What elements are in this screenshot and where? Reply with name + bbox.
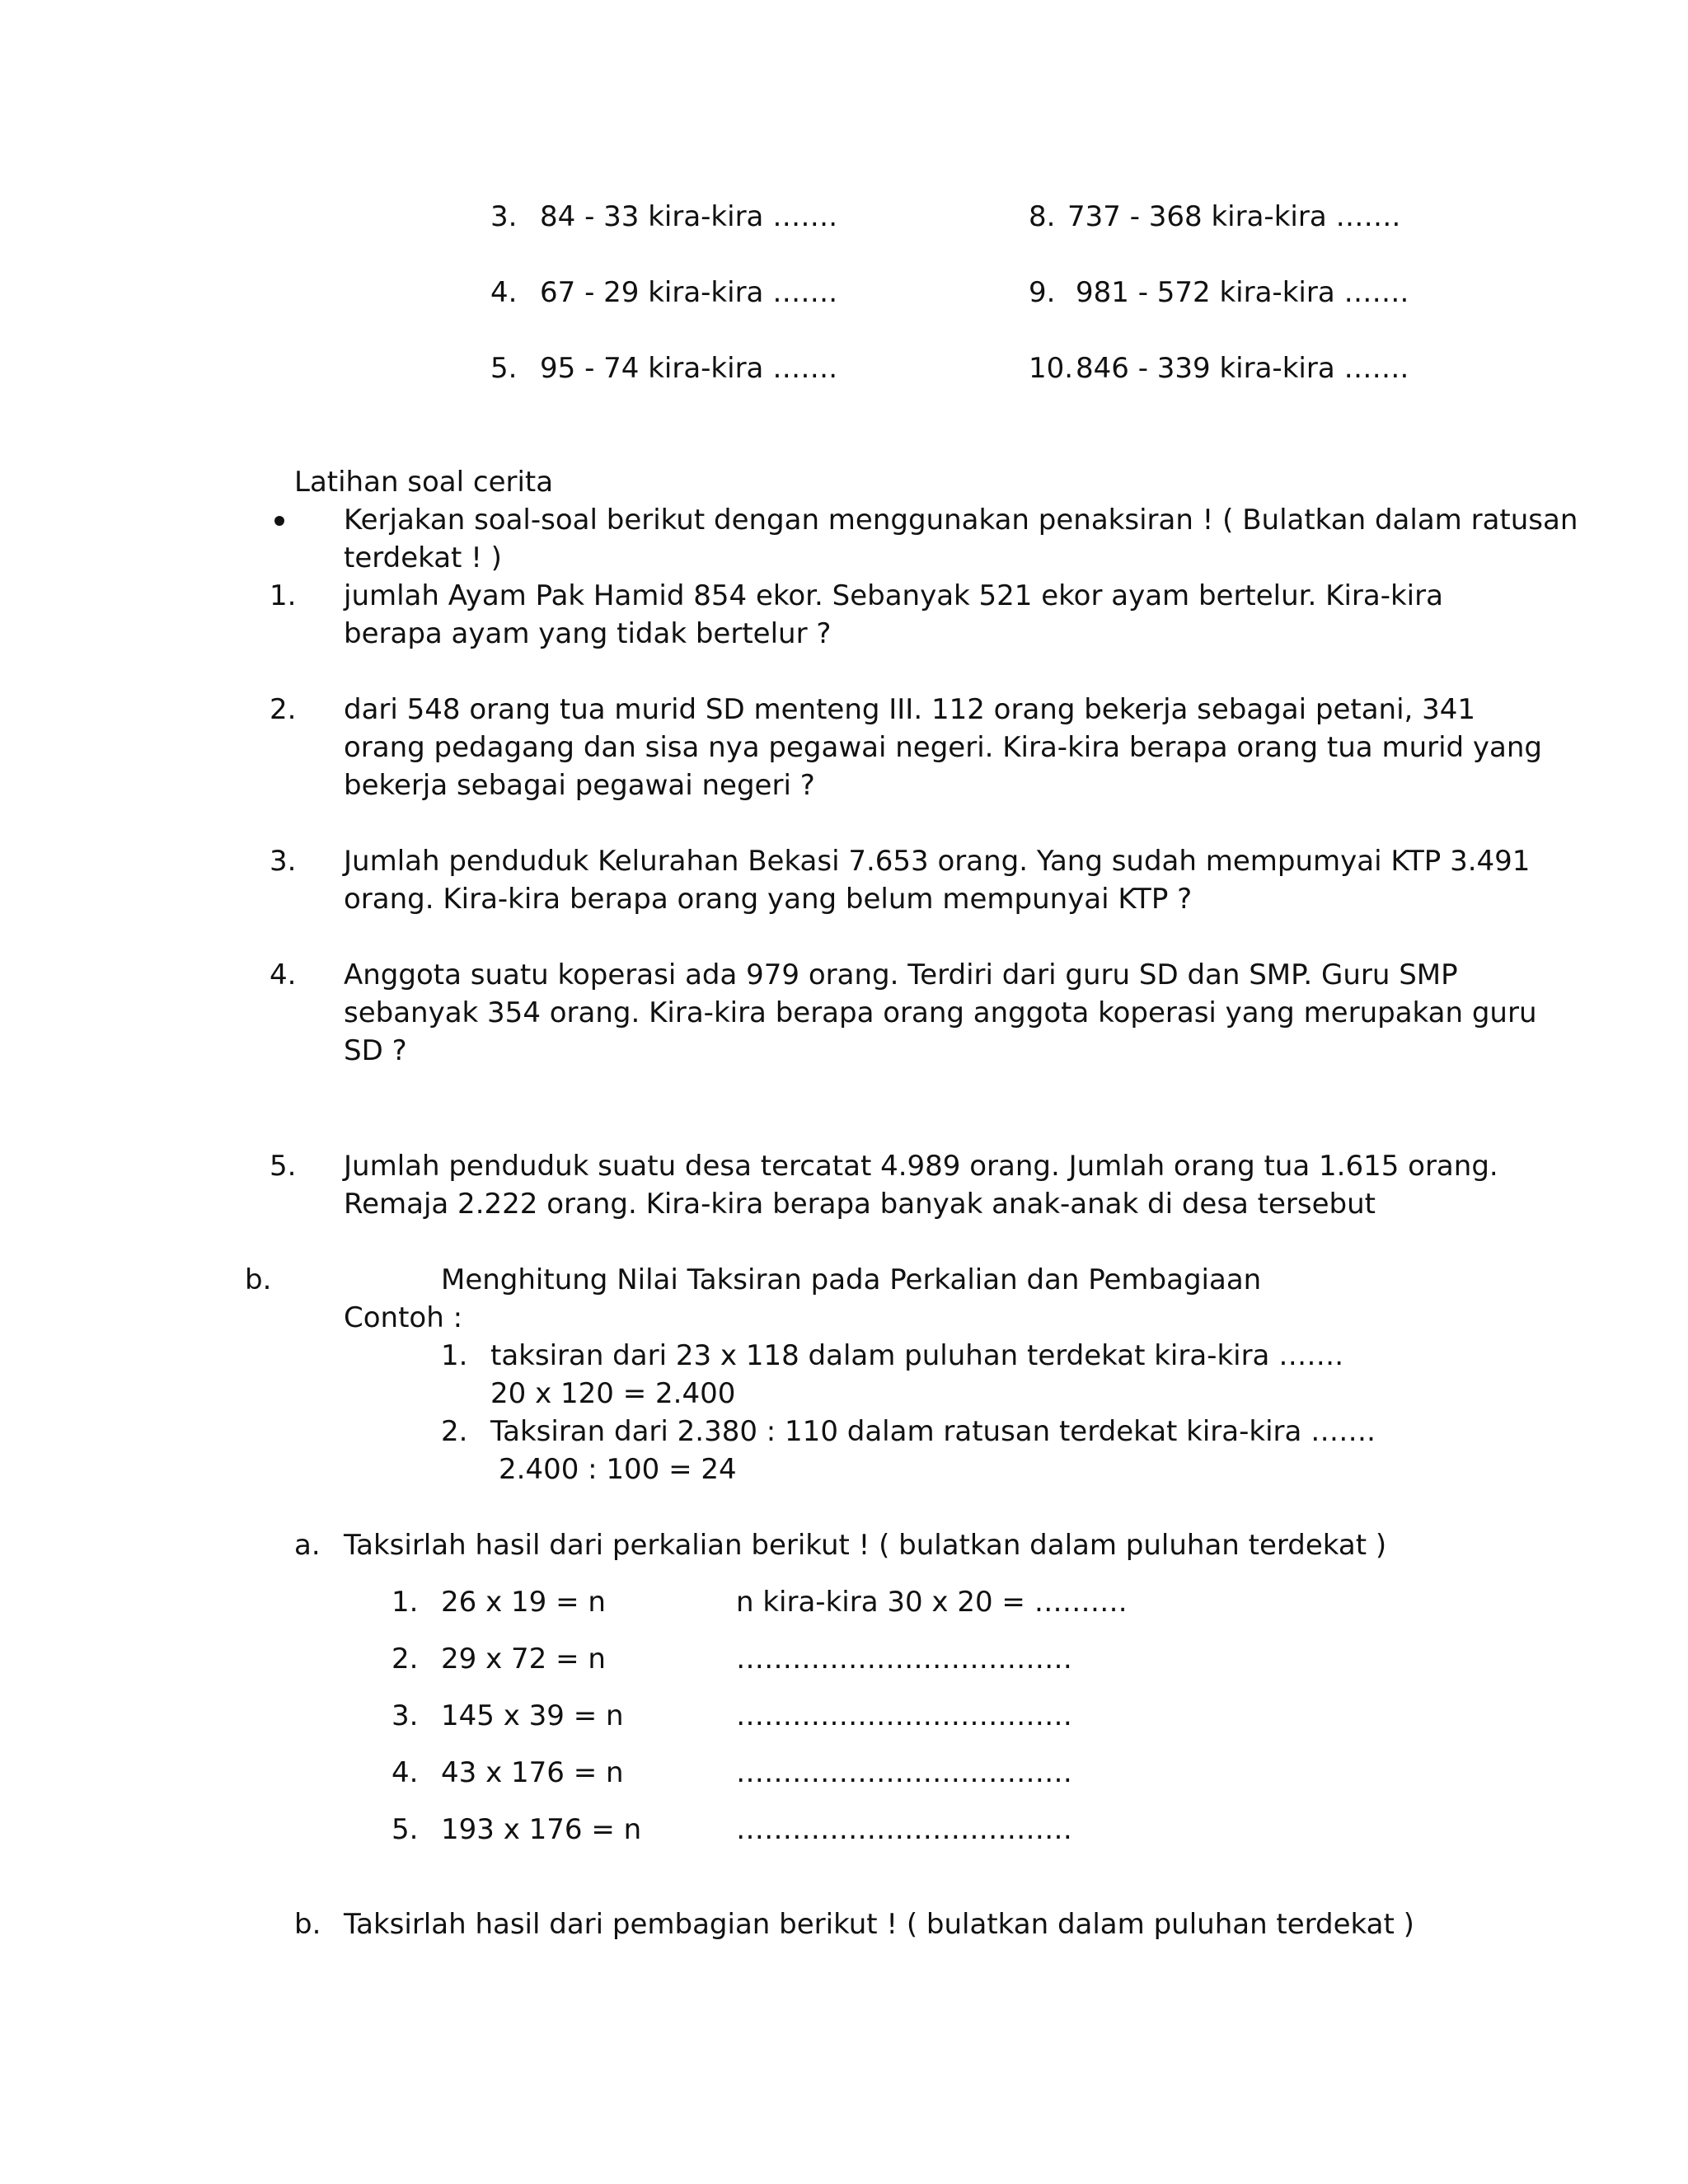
story-problem-5-num: 5. — [270, 1150, 297, 1183]
exercise-a-item-2-num: 2. — [392, 1643, 419, 1675]
example-1-question: taksiran dari 23 x 118 dalam puluhan terdekat kira-kira ……. — [490, 1339, 1344, 1372]
story-problem-4-line1: Anggota suatu koperasi ada 979 orang. Terdiri dari guru SD dan SMP. Guru SMP — [344, 958, 1458, 991]
story-heading: Latihan soal cerita — [294, 466, 554, 499]
bullet-icon — [274, 516, 284, 526]
example-2-answer: 2.400 : 100 = 24 — [499, 1453, 737, 1486]
exercise-a-item-1-num: 1. — [392, 1586, 419, 1619]
sub-right-3-num: 10. — [1029, 352, 1074, 385]
story-problem-4-num: 4. — [270, 958, 297, 991]
story-problem-3-num: 3. — [270, 845, 297, 878]
exercise-a-item-2-answer: ……………………………… — [736, 1643, 1072, 1675]
exercise-a-item-3-answer: ……………………………… — [736, 1699, 1072, 1732]
example-2-question: Taksiran dari 2.380 : 110 dalam ratusan terdekat kira-kira ……. — [490, 1415, 1376, 1448]
sub-left-1-text: 84 - 33 kira-kira ……. — [540, 200, 838, 233]
story-problem-5-line1: Jumlah penduduk suatu desa tercatat 4.989 orang. Jumlah orang tua 1.615 orang. — [344, 1150, 1498, 1183]
story-problem-2-line1: dari 548 orang tua murid SD menteng III. 112 orang bekerja sebagai petani, 341 — [344, 693, 1476, 726]
sub-right-2-text: 981 - 572 kira-kira ……. — [1076, 276, 1409, 309]
sub-left-1-num: 3. — [490, 200, 518, 233]
example-1-num: 1. — [441, 1339, 468, 1372]
exercise-b-instruction: Taksirlah hasil dari pembagian berikut ! ( bulatkan dalam puluhan terdekat ) — [344, 1908, 1414, 1941]
story-problem-4-line3: SD ? — [344, 1034, 407, 1067]
section-b-title: Menghitung Nilai Taksiran pada Perkalian dan Pembagiaan — [441, 1263, 1262, 1296]
exercise-a-item-4-answer: ……………………………… — [736, 1756, 1072, 1789]
sub-left-2-text: 67 - 29 kira-kira ……. — [540, 276, 838, 309]
contoh-label: Contoh : — [344, 1301, 463, 1334]
story-problem-1-line1: jumlah Ayam Pak Hamid 854 ekor. Sebanyak 521 ekor ayam bertelur. Kira-kira — [344, 579, 1443, 612]
story-problem-5-line2: Remaja 2.222 orang. Kira-kira berapa banyak anak-anak di desa tersebut — [344, 1188, 1376, 1221]
exercise-a-item-4-expr: 43 x 176 = n — [441, 1756, 624, 1789]
exercise-a-item-1-answer: n kira-kira 30 x 20 = ………. — [736, 1586, 1128, 1619]
story-problem-3-line2: orang. Kira-kira berapa orang yang belum mempunyai KTP ? — [344, 883, 1193, 916]
story-problem-1-num: 1. — [270, 579, 297, 612]
exercise-a-item-4-num: 4. — [392, 1756, 419, 1789]
sub-right-1-num: 8. — [1029, 200, 1056, 233]
sub-left-3-text: 95 - 74 kira-kira ……. — [540, 352, 838, 385]
story-problem-2-line2: orang pedagang dan sisa nya pegawai negeri. Kira-kira berapa orang tua murid yang — [344, 731, 1543, 764]
exercise-a-item-1-expr: 26 x 19 = n — [441, 1586, 606, 1619]
story-problem-2-num: 2. — [270, 693, 297, 726]
story-problem-1-line2: berapa ayam yang tidak bertelur ? — [344, 617, 832, 650]
story-problem-4-line2: sebanyak 354 orang. Kira-kira berapa orang anggota koperasi yang merupakan guru — [344, 996, 1537, 1029]
sub-left-3-num: 5. — [490, 352, 518, 385]
exercise-a-item-5-num: 5. — [392, 1813, 419, 1846]
sub-left-2-num: 4. — [490, 276, 518, 309]
sub-right-2-num: 9. — [1029, 276, 1056, 309]
exercise-a-item-3-expr: 145 x 39 = n — [441, 1699, 624, 1732]
exercise-a-item-2-expr: 29 x 72 = n — [441, 1643, 606, 1675]
exercise-a-item-3-num: 3. — [392, 1699, 419, 1732]
exercise-b-letter: b. — [294, 1908, 321, 1941]
sub-right-3-text: 846 - 339 kira-kira ……. — [1076, 352, 1409, 385]
sub-right-1-text: 737 - 368 kira-kira ……. — [1067, 200, 1401, 233]
exercise-a-instruction: Taksirlah hasil dari perkalian berikut ! ( bulatkan dalam puluhan terdekat ) — [344, 1529, 1387, 1562]
example-2-num: 2. — [441, 1415, 468, 1448]
section-b-letter: b. — [245, 1263, 272, 1296]
exercise-a-item-5-answer: ……………………………… — [736, 1813, 1072, 1846]
exercise-a-item-5-expr: 193 x 176 = n — [441, 1813, 642, 1846]
story-problem-3-line1: Jumlah penduduk Kelurahan Bekasi 7.653 orang. Yang sudah mempumyai KTP 3.491 — [344, 845, 1531, 878]
exercise-a-letter: a. — [294, 1529, 321, 1562]
story-problem-2-line3: bekerja sebagai pegawai negeri ? — [344, 769, 815, 802]
story-instruction-line1: Kerjakan soal-soal berikut dengan menggunakan penaksiran ! ( Bulatkan dalam ratusan — [344, 504, 1578, 537]
example-1-answer: 20 x 120 = 2.400 — [490, 1377, 736, 1410]
story-instruction-line2: terdekat ! ) — [344, 541, 502, 574]
